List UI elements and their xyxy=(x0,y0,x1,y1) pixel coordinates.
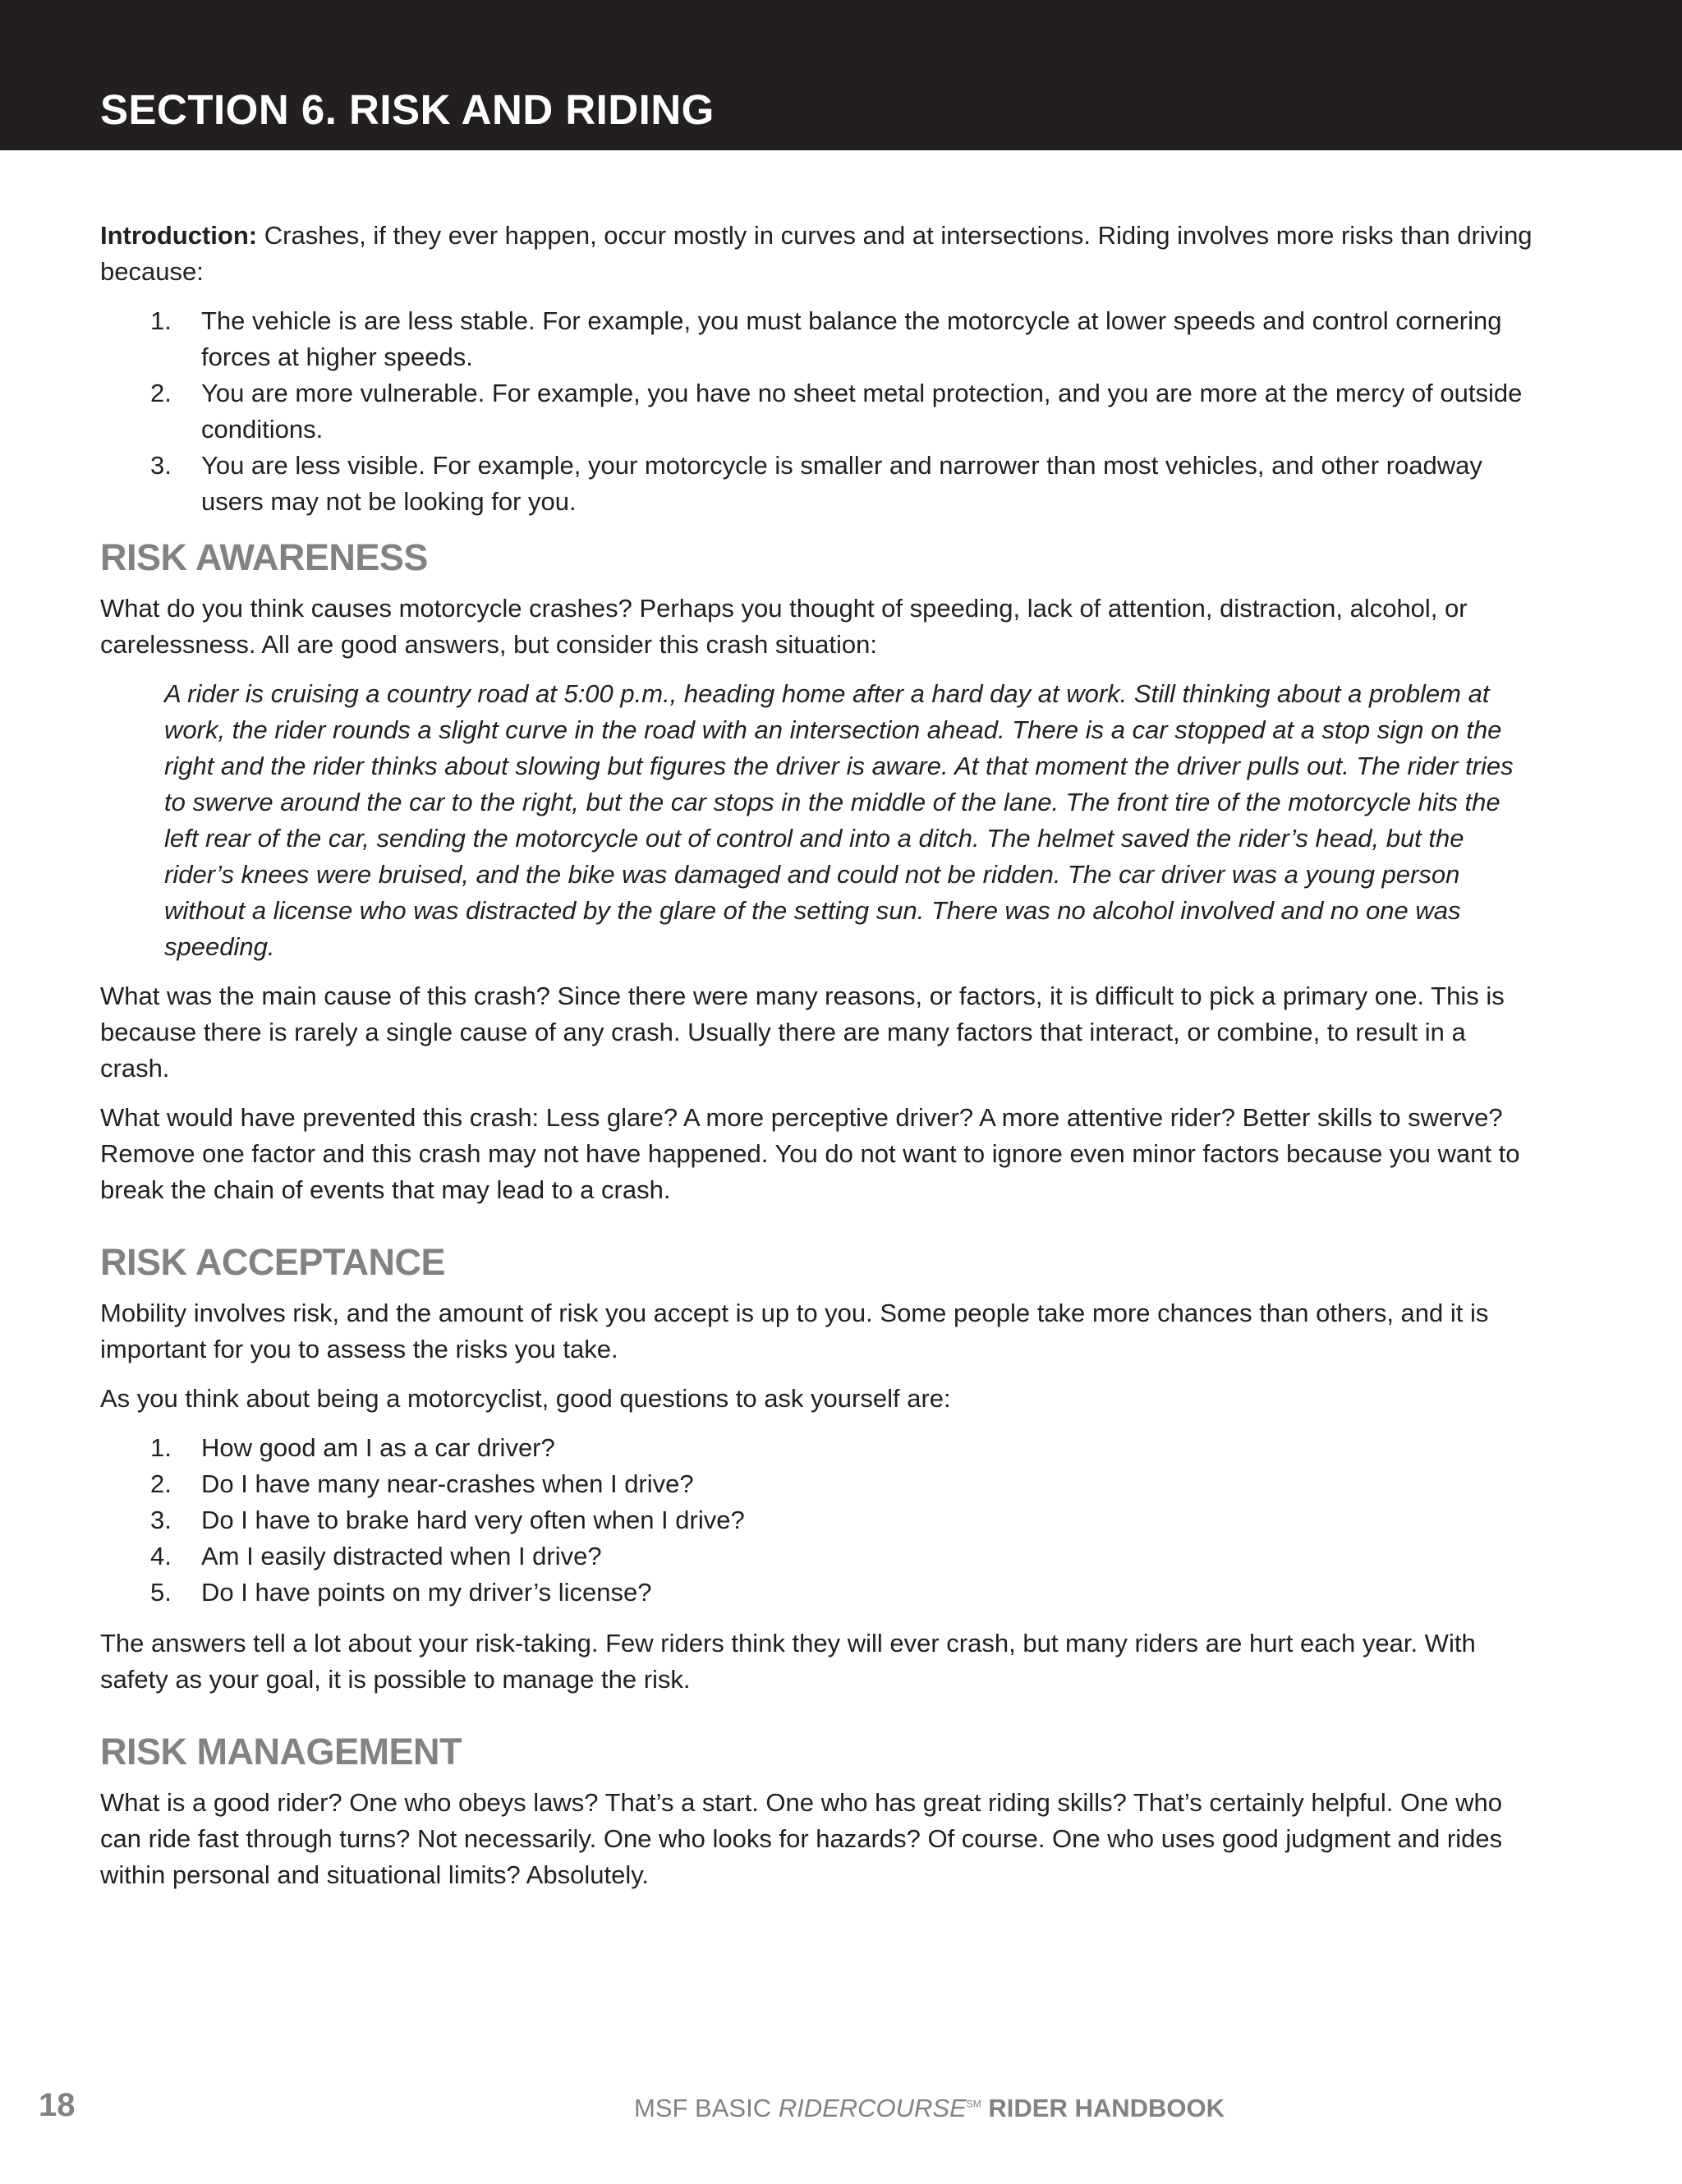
risk-acceptance-paragraph: Mobility involves risk, and the amount of risk you accept is up to you. Some people take more chances than others, and it is important for you to assess the risks you take. xyxy=(100,1299,1489,1363)
crash-scenario: A rider is cruising a country road at 5:00 p.m., heading home after a hard day at work. Still thinking about a problem at work, the rider rounds a slight curve in the road with an intersection ahead. There is a car stopped at a stop sign on the right and the rider thinks about slowing but figures the driver is aware. At that moment the driver pulls out. The rider tries to swerve around the car to the right, but the car stops in the middle of the lane. The front tire of the motorcycle hits the left rear of the car, sending the motorcycle out of control and into a ditch. The helmet saved the rider’s head, but the rider’s knees were bruised, and the bike was damaged and could not be ridden. The car driver was a young person without a license who was distracted by the glare of the setting sun. There was no alcohol involved and no one was speeding. xyxy=(164,679,1514,961)
list-item-number: 3. xyxy=(150,451,172,480)
page-number: 18 xyxy=(39,2087,76,2123)
risk-awareness-paragraph: What would have prevented this crash: Less glare? A more perceptive driver? A more attentive rider? Better skills to swerve? Remove one factor and this crash may not have happened. You do not want to ignore even minor factors because you want to break the chain of events that may lead to a crash. xyxy=(100,1103,1520,1204)
risk-acceptance-paragraph: As you think about being a motorcyclist, good questions to ask yourself are: xyxy=(100,1384,951,1413)
list-item-text: Am I easily distracted when I drive? xyxy=(201,1542,602,1570)
risk-management-paragraph: What is a good rider? One who obeys laws? That’s a start. One who has great riding skills? That’s certainly helpful. One who can ride fast through turns? Not necessarily. One who looks for hazards? Of course. One who uses good judgment and rides within personal and situational limits? Absolutely. xyxy=(100,1788,1503,1889)
list-item-number: 2. xyxy=(150,379,172,407)
list-item-number: 1. xyxy=(150,306,172,335)
section-title: SECTION 6. RISK AND RIDING xyxy=(100,86,715,133)
list-item xyxy=(100,1502,1533,1538)
list-item xyxy=(100,375,1533,448)
risk-acceptance-paragraph: The answers tell a lot about your risk-taking. Few riders think they will ever crash, but many riders are hurt each year. With safety as your goal, it is possible to manage the risk. xyxy=(100,1629,1476,1694)
list-item-text: How good am I as a car driver? xyxy=(201,1433,555,1462)
list-item xyxy=(100,1575,1533,1611)
list-item xyxy=(100,1430,1533,1466)
self-question-list xyxy=(100,1430,1533,1611)
risk-management-heading: RISK MANAGEMENT xyxy=(100,1731,462,1772)
risk-awareness-heading: RISK AWARENESS xyxy=(100,536,428,578)
footer-title-suffix: RIDER HANDBOOK xyxy=(981,2094,1225,2122)
section-spacer xyxy=(100,1711,1533,1729)
list-item-number: 3. xyxy=(150,1506,172,1534)
risk-awareness-paragraph: What was the main cause of this crash? Since there were many reasons, or factors, it is difficult to pick a primary one. This is because there is rarely a single cause of any crash. Usually there are many factors that interact, or combine, to result in a crash. xyxy=(100,982,1505,1083)
risk-awareness-paragraph: What do you think causes motorcycle crashes? Perhaps you thought of speeding, lack of attention, distraction, alcohol, or carelessness. All are good answers, but consider this crash situation: xyxy=(100,594,1468,659)
list-item xyxy=(100,448,1533,520)
footer-title-prefix: MSF BASIC xyxy=(634,2094,779,2122)
list-item-text: Do I have points on my driver’s license? xyxy=(201,1578,652,1607)
list-item-text: Do I have to brake hard very often when I drive? xyxy=(201,1506,745,1534)
page-content xyxy=(100,218,1533,1906)
risk-acceptance-heading: RISK ACCEPTANCE xyxy=(100,1241,446,1283)
section-spacer xyxy=(100,1221,1533,1239)
intro-list xyxy=(100,303,1533,520)
list-item xyxy=(100,303,1533,375)
list-item-number: 4. xyxy=(150,1542,172,1570)
list-item-number: 5. xyxy=(150,1578,172,1607)
footer-title-italic: RIDERCOURSE xyxy=(778,2094,967,2122)
list-item-text: You are less visible. For example, your motorcycle is smaller and narrower than most vehicles, and other roadway users may not be looking for you. xyxy=(201,451,1482,516)
intro-paragraph xyxy=(100,218,1533,290)
list-item-number: 2. xyxy=(150,1469,172,1498)
list-item xyxy=(100,1538,1533,1575)
section-header-bar xyxy=(0,0,1682,150)
list-item-text: You are more vulnerable. For example, you have no sheet metal protection, and you are more at the mercy of outside conditions. xyxy=(201,379,1523,444)
list-item-text: The vehicle is are less stable. For example, you must balance the motorcycle at lower speeds and control cornering forces at higher speeds. xyxy=(201,306,1502,371)
service-mark: SM xyxy=(966,2098,981,2110)
intro-text: Crashes, if they ever happen, occur mostly in curves and at intersections. Riding involves more risks than driving because: xyxy=(100,221,1533,286)
footer-book-title xyxy=(634,2094,1225,2123)
list-item-number: 1. xyxy=(150,1433,172,1462)
list-item xyxy=(100,1466,1533,1502)
list-item-text: Do I have many near-crashes when I drive? xyxy=(201,1469,694,1498)
intro-label: Introduction: xyxy=(100,221,258,250)
